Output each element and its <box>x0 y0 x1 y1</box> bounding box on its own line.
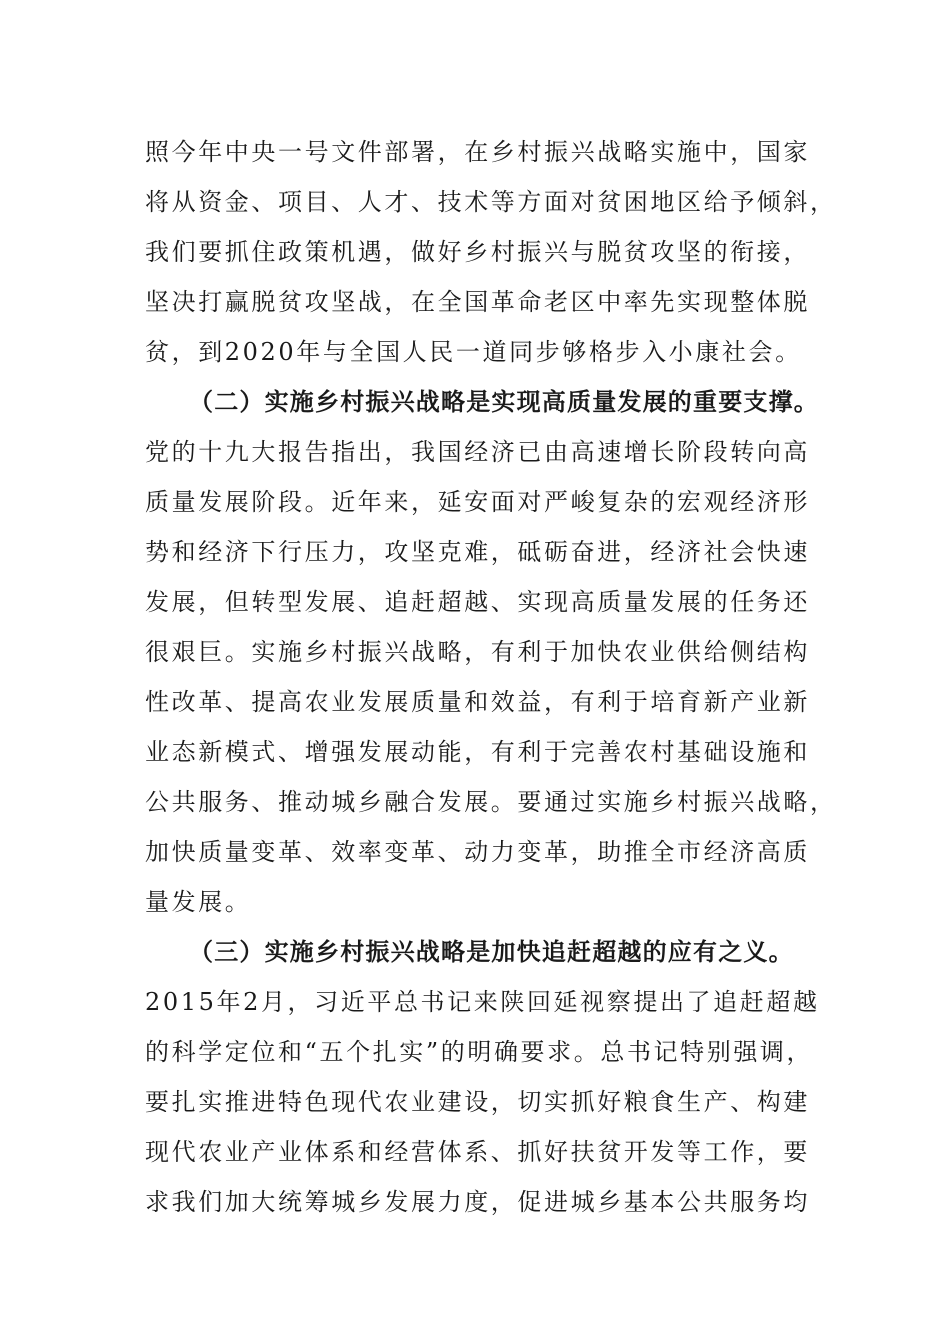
paragraph-line: 照今年中央一号文件部署，在乡村振兴战略实施中，国家 <box>145 138 810 166</box>
paragraph-line: 公共服务、推动城乡融合发展。要通过实施乡村振兴战略， <box>145 788 837 816</box>
paragraph-line: 势和经济下行压力，攻坚克难，砥砺奋进，经济社会快速 <box>145 538 810 566</box>
paragraph-line: 2015年2月，习近平总书记来陕回延视察提出了追赶超越 <box>145 988 820 1016</box>
section-heading-3: （三）实施乡村振兴战略是加快追赶超越的应有之义。 <box>189 937 794 966</box>
paragraph-line: 发展，但转型发展、追赶超越、实现高质量发展的任务还 <box>145 588 810 616</box>
paragraph-line: 质量发展阶段。近年来，延安面对严峻复杂的宏观经济形 <box>145 488 810 516</box>
paragraph-line: 要扎实推进特色现代农业建设，切实抓好粮食生产、构建 <box>145 1088 810 1116</box>
paragraph-line: 将从资金、项目、人才、技术等方面对贫困地区给予倾斜， <box>145 188 837 216</box>
paragraph-line: 加快质量变革、效率变革、动力变革，助推全市经济高质 <box>145 838 810 866</box>
paragraph-line: 业态新模式、增强发展动能，有利于完善农村基础设施和 <box>145 738 810 766</box>
paragraph-line: 党的十九大报告指出，我国经济已由高速增长阶段转向高 <box>145 438 810 466</box>
paragraph-line: 坚决打赢脱贫攻坚战，在全国革命老区中率先实现整体脱 <box>145 288 810 316</box>
paragraph-line: 性改革、提高农业发展质量和效益，有利于培育新产业新 <box>145 688 810 716</box>
paragraph-line: 量发展。 <box>145 888 252 916</box>
paragraph-line: 贫，到2020年与全国人民一道同步够格步入小康社会。 <box>145 338 802 366</box>
paragraph-line: 我们要抓住政策机遇，做好乡村振兴与脱贫攻坚的衔接， <box>145 238 810 266</box>
paragraph-line: 的科学定位和“五个扎实”的明确要求。总书记特别强调， <box>145 1038 814 1066</box>
paragraph-line: 求我们加大统筹城乡发展力度，促进城乡基本公共服务均 <box>145 1188 810 1216</box>
section-heading-2: （二）实施乡村振兴战略是实现高质量发展的重要支撑。 <box>189 387 819 416</box>
paragraph-line: 现代农业产业体系和经营体系、抓好扶贫开发等工作，要 <box>145 1138 810 1166</box>
paragraph-line: 很艰巨。实施乡村振兴战略，有利于加快农业供给侧结构 <box>145 638 810 666</box>
